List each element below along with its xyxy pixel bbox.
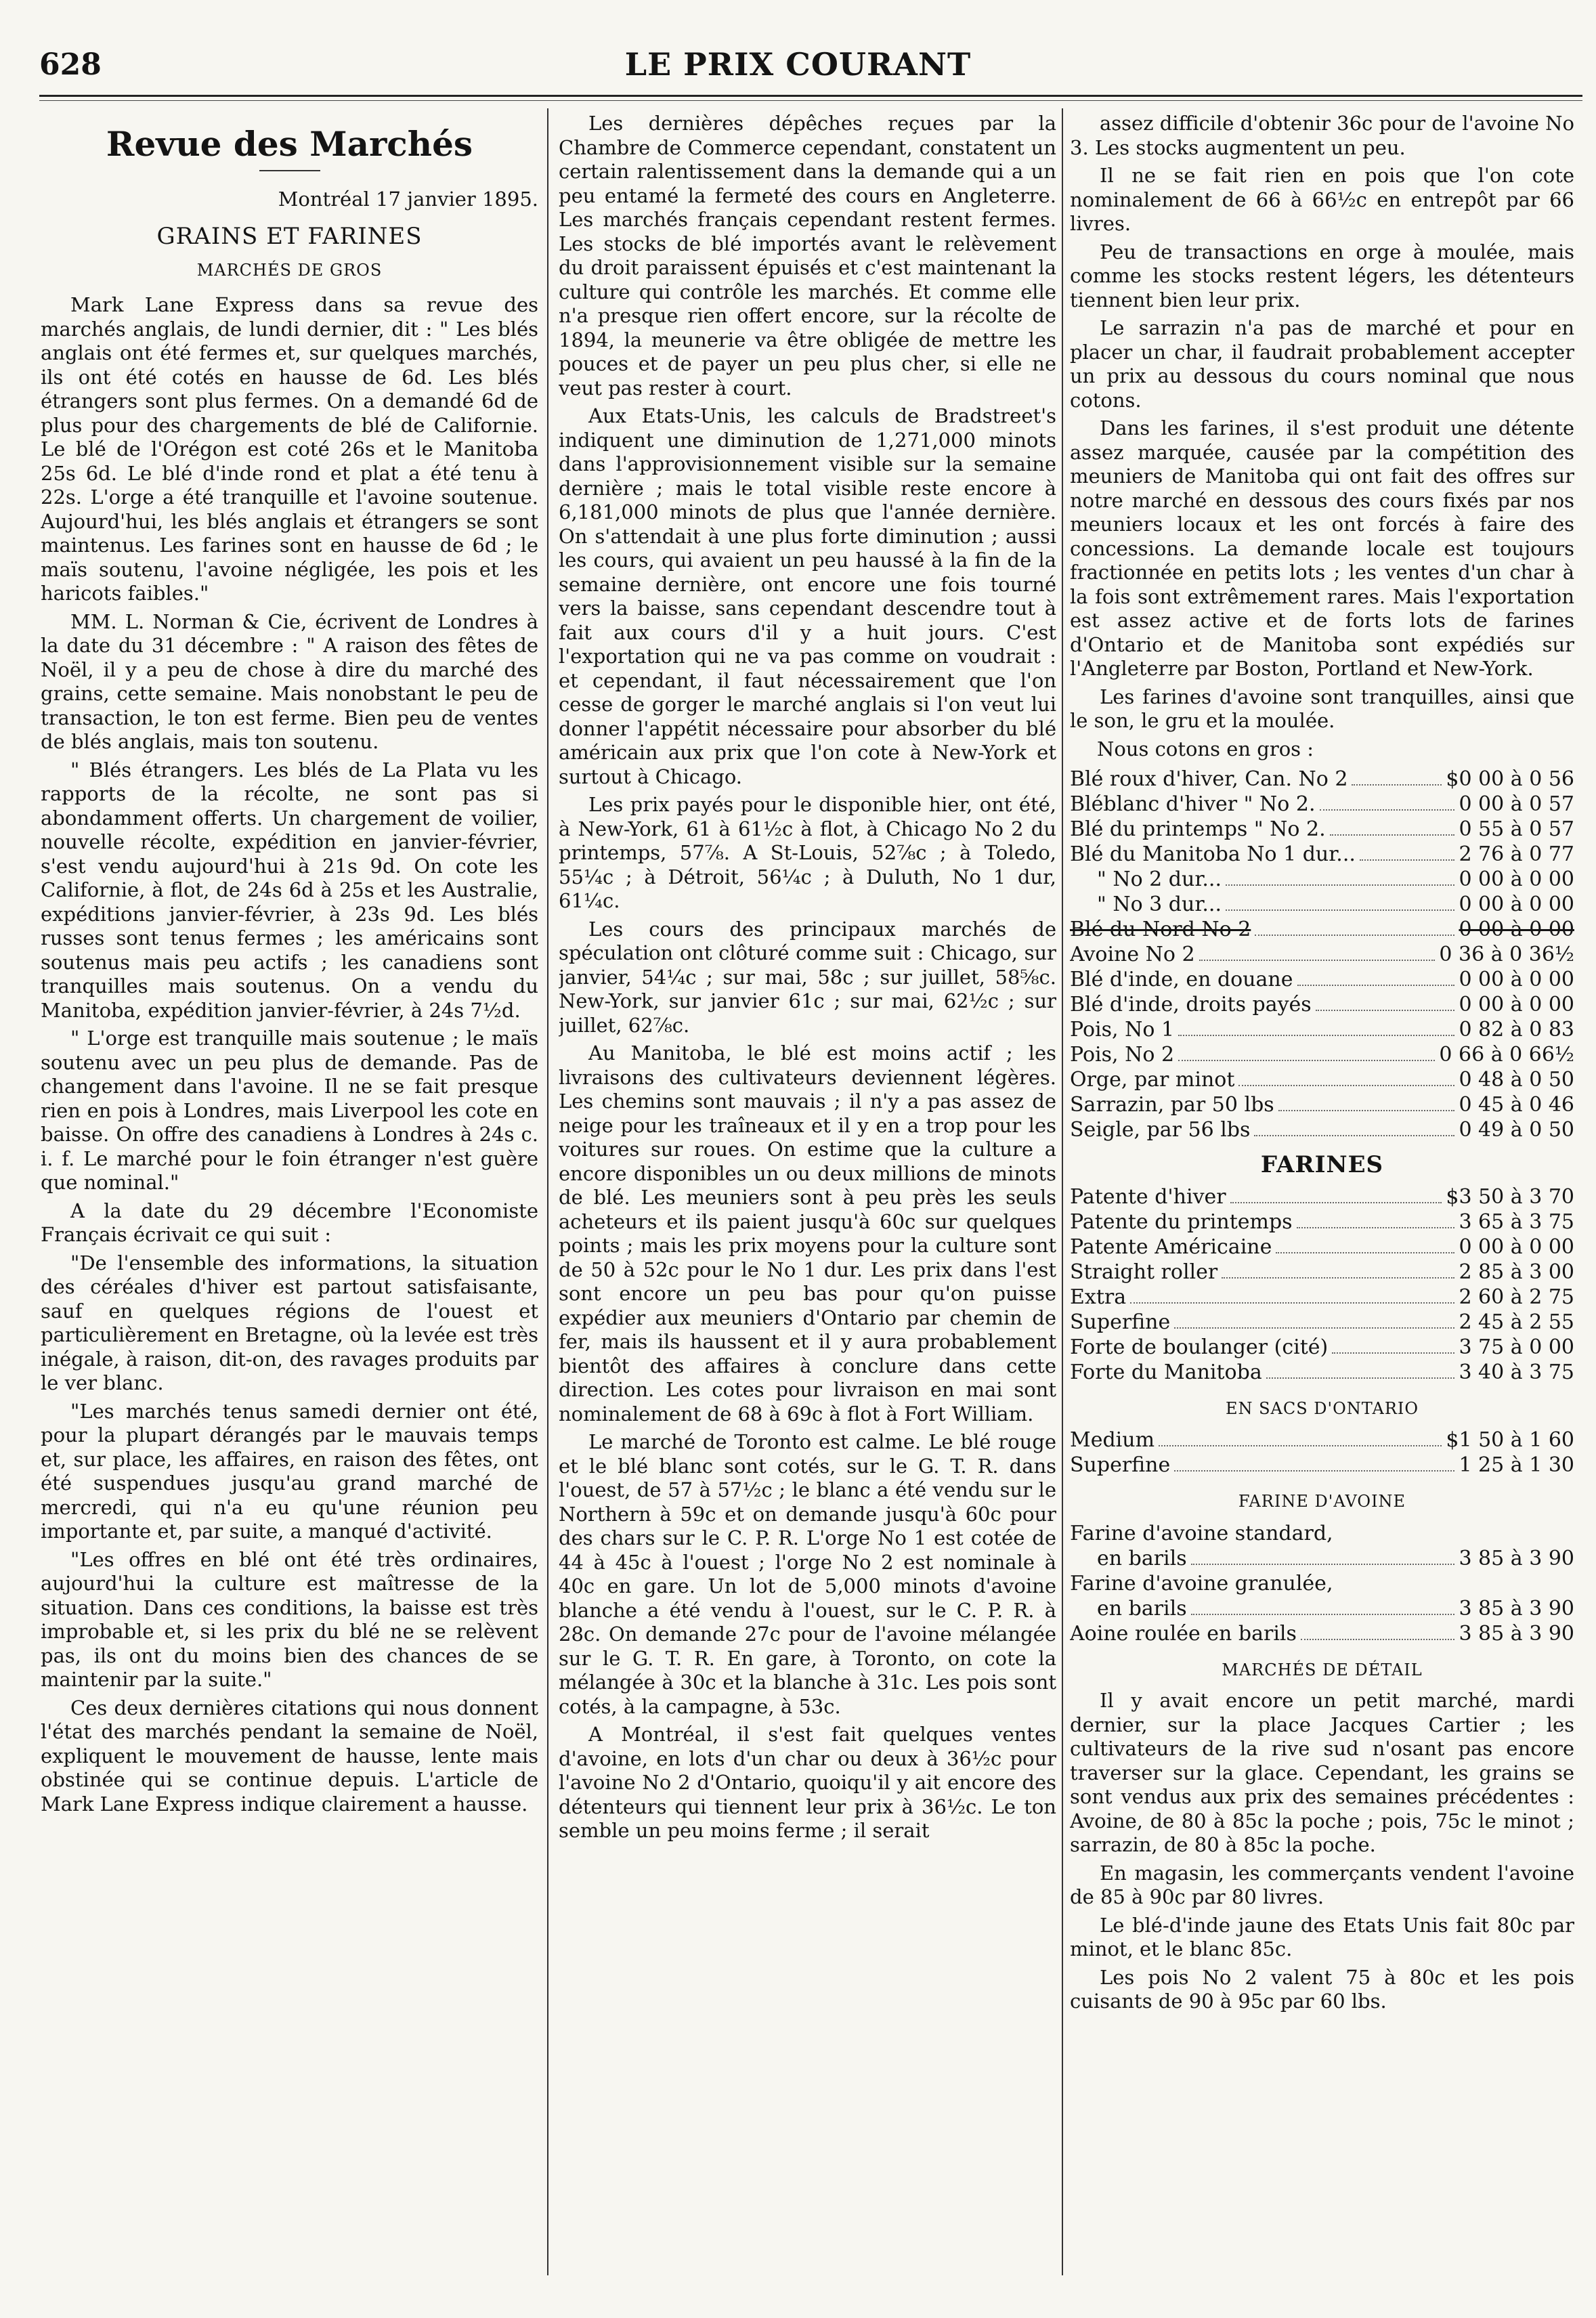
- subhead-marches-gros: MARCHÉS DE GROS: [196, 260, 383, 280]
- price-row: [1070, 1117, 1574, 1142]
- journal-title: LE PRIX COURANT: [624, 46, 972, 83]
- price-row: [1070, 767, 1574, 792]
- title-rule: [259, 170, 320, 171]
- subhead-grains: GRAINS ET FARINES: [156, 223, 423, 250]
- price-row: [1070, 1092, 1574, 1117]
- price-row: [1070, 1042, 1574, 1067]
- price-value: 0 45 à 0 46: [1459, 1093, 1574, 1117]
- price-label: Blé roux d'hiver, Can. No 2: [1070, 767, 1348, 791]
- price-row: [1070, 1596, 1574, 1621]
- leader-dots: [1332, 1352, 1454, 1354]
- price-value: 3 40 à 3 75: [1459, 1360, 1574, 1384]
- price-label: Superfine: [1070, 1453, 1171, 1477]
- paragraph: Au Manitoba, le blé est moins actif ; les livraisons des cultivateurs deviennent légères. Les chemins sont mauvais ; il n'y a pas assez de neige pour les traîneaux et il y en a trop pour les voitures sur roues. On estime que la culture a encore disponibles un ou deux millions de minots de blé. Les meuniers sont à peu près les seuls acheteurs et ils paient jusqu'à 60c sur quelques points ; mais les prix moyens pour la culture sont de 50 à 52c pour le No 1 dur. Les prix dans l'est sont encore un peu bas pour qu'on puisse expédier aux meuniers d'Ontario par chemin de fer, mais ils haussent et il y aura probablement bientôt des affaires à conclure dans cette direction. Les cotes pour livraison en mai sont nominalement de 68 à 69c à flot à Fort William.: [559, 1042, 1056, 1425]
- sacs-price-table: [1070, 1428, 1574, 1478]
- header-rule: [39, 95, 1582, 97]
- column-2: [559, 112, 1056, 2292]
- leader-dots: [1254, 1135, 1454, 1136]
- price-row: [1070, 917, 1574, 942]
- paragraph: Il y avait encore un petit marché, mardi dernier, sur la place Jacques Cartier ; les cultivateurs de la rive sud n'osant pas encore traverser sur la glace. Cependant, les grains se sont vendus aux prix des semaines précédentes : Avoine, de 80 à 85c la poche ; pois, 75c le minot ; sarrazin, de 80 à 85c la poche.: [1070, 1689, 1574, 1856]
- price-label: Medium: [1070, 1428, 1155, 1452]
- paragraph: A Montréal, il s'est fait quelques ventes d'avoine, en lots d'un char ou deux à 36½c pour l'avoine No 2 d'Ontario, quoiqu'il y ait encore des détenteurs qui tiennent leur prix à 36½c. Le ton semble un peu moins ferme ; il serait: [559, 1723, 1056, 1842]
- leader-dots: [1130, 1302, 1454, 1304]
- grain-price-table: [1070, 767, 1574, 1142]
- price-row: [1070, 892, 1574, 917]
- price-label: Patente Américaine: [1070, 1235, 1272, 1259]
- leader-dots: [1230, 1202, 1442, 1203]
- paragraph: Mark Lane Express dans sa revue des marchés anglais, de lundi dernier, dit : " Les blés anglais ont été fermes et, sur quelques marchés, ils ont été cotés en hausse de 6d. Les blés étrangers sont plus fermes. On a demandé 6d de plus pour des chargements de blé de Californie. Le blé de l'Orégon est coté 26s et le Manitoba 25s 6d. Le blé d'inde rond et plat a été tenu à 22s. L'orge a été tranquille et l'avoine soutenue. Aujourd'hui, les blés anglais et étrangers se sont maintenus. Les farines sont en hausse de 6d ; le maïs soutenu, l'avoine négligée, les pois et les haricots faibles.": [41, 293, 538, 605]
- price-row: [1070, 1067, 1574, 1092]
- page-number: 628: [39, 47, 102, 82]
- detail-title: MARCHÉS DE DÉTAIL: [1222, 1660, 1423, 1679]
- leader-dots: [1174, 1470, 1454, 1472]
- leader-dots: [1174, 1327, 1454, 1329]
- price-value: 0 00 à 0 00: [1459, 968, 1574, 991]
- paragraph: "Les marchés tenus samedi dernier ont été, pour la plupart dérangés par le mauvais temps et, sur place, les affaires, en raison des fêtes, ont été suspendues jusqu'au grand marché de mercredi, qui n'a eu qu'une réunion peu importante et, par suite, a manqué d'activité.: [41, 1399, 538, 1543]
- price-label: Sarrazin, par 50 lbs: [1070, 1093, 1274, 1117]
- paragraph: A la date du 29 décembre l'Economiste Français écrivait ce qui suit :: [41, 1199, 538, 1246]
- paragraph: Il ne se fait rien en pois que l'on cote nominalement de 66 à 66½c en entrepôt par 66 livres.: [1070, 164, 1574, 235]
- price-row: [1070, 1621, 1574, 1646]
- leader-dots: [1278, 1110, 1455, 1111]
- price-row: [1070, 1521, 1574, 1546]
- paragraph: Les dernières dépêches reçues par la Chambre de Commerce cependant, constatent un certain ralentissement dans la demande qui a un peu entamé la fermeté des cours en Angleterre. Les marchés français cependant restent fermes. Les stocks de blé importés avant le relèvement du droit paraissent épuisés et c'est maintenant la culture qui contrôle les marchés. Et comme elle n'a presque rien offert encore, sur la récolte de 1894, la meunerie va être obligée de mettre les pouces et de payer un peu plus cher, si elle ne veut pas rester à court.: [559, 112, 1056, 400]
- price-row: [1070, 1546, 1574, 1571]
- paragraph: Peu de transactions en orge à moulée, mais comme les stocks restent légers, les détenteurs tiennent bien leur prix.: [1070, 240, 1574, 312]
- price-label: Patente d'hiver: [1070, 1184, 1226, 1209]
- paragraph: Le marché de Toronto est calme. Le blé rouge et le blé blanc sont cotés, sur le G. T. R. dans l'ouest, de 57 à 57½c ; le blanc a été vendu sur le Northern à 59c et on demande jusqu'à 60c pour des chars sur le C. P. R. L'orge No 1 est cotée de 44 à 45c à l'ouest ; l'orge No 2 est nominale à 40c en gare. Un lot de 5,000 minots d'avoine blanche a été vendu à l'ouest, sur le C. P. R. à 28c. On demande 27c pour de l'avoine mélangée sur le G. T. R. En gare, à Toronto, on cote la mélangée à 30c et la blanche à 31c. Les pois sont cotés, à la campagne, à 53c.: [559, 1430, 1056, 1718]
- price-row: [1070, 1209, 1574, 1235]
- article-body: [41, 293, 538, 1816]
- paragraph: Ces deux dernières citations qui nous donnent l'état des marchés pendant la semaine de Noël, expliquent le mouvement de hausse, lente mais obstinée qui se continue depuis. L'article de Mark Lane Express indique clairement a hausse.: [41, 1696, 538, 1816]
- price-label: Aoine roulée en barils: [1070, 1621, 1297, 1646]
- price-label: Blé d'inde, droits payés: [1070, 993, 1312, 1016]
- price-value: $3 50 à 3 70: [1446, 1184, 1574, 1209]
- article-body: [559, 112, 1056, 1843]
- price-list-intro: Nous cotons en gros :: [1097, 737, 1314, 760]
- leader-dots: [1222, 1277, 1454, 1279]
- price-value: 3 85 à 3 90: [1459, 1596, 1574, 1621]
- column-1: [41, 112, 538, 2292]
- leader-dots: [1297, 1227, 1455, 1228]
- price-label: Farine d'avoine granulée,: [1070, 1571, 1333, 1595]
- price-row: [1070, 1360, 1574, 1385]
- paragraph: Le blé-d'inde jaune des Etats Unis fait 80c par minot, et le blanc 85c.: [1070, 1913, 1574, 1960]
- page-header: [0, 41, 1596, 88]
- paragraph: Les pois No 2 valent 75 à 80c et les pois cuisants de 90 à 95c par 60 lbs.: [1070, 1965, 1574, 2013]
- column-3: [1070, 112, 1574, 2292]
- price-label: en barils: [1097, 1546, 1187, 1570]
- price-row: [1070, 1335, 1574, 1360]
- paragraph: Le sarrazin n'a pas de marché et pour en placer un char, il faudrait probablement accepter un prix au dessous du cours nominal que nous cotons.: [1070, 316, 1574, 412]
- paragraph: Les farines d'avoine sont tranquilles, ainsi que le son, le gru et la moulée.: [1070, 685, 1574, 732]
- price-value: 0 55 à 0 57: [1459, 817, 1574, 841]
- price-value: 0 00 à 0 00: [1459, 918, 1574, 941]
- column-divider: [1062, 108, 1063, 2275]
- price-row: [1070, 1017, 1574, 1042]
- leader-dots: [1178, 1035, 1454, 1036]
- price-value: 0 00 à 0 00: [1459, 993, 1574, 1016]
- detail-body: [1070, 1689, 1574, 2014]
- paragraph: Aux Etats-Unis, les calculs de Bradstreet's indiquent une diminution de 1,271,000 minots dans l'approvisionnement visible sur la semaine dernière ; mais le total visible reste encore à 6,181,000 minots de plus que l'année dernière. On s'attendait à une plus forte diminution ; aussi les cours, qui avaient un peu haussé à la fin de la semaine dernière, ont encore une fois tourné vers la baisse, sans cependant descendre tout à fait aux cours d'il y a huit jours. C'est l'exportation qui ne va pas comme on voudrait : et cependant, il faut nécessairement que l'on cesse de gorger le marché anglais si l'on veut lui donner l'appétit nécessaire pour absorber du blé américain aux prix que l'on cote à New-York et surtout à Chicago.: [559, 404, 1056, 788]
- price-row: [1070, 1310, 1574, 1335]
- leader-dots: [1266, 1377, 1455, 1379]
- price-label: " No 2 dur...: [1097, 867, 1222, 891]
- leader-dots: [1352, 784, 1442, 786]
- price-label: Blé du Manitoba No 1 dur...: [1070, 842, 1356, 866]
- price-value: 0 00 à 0 00: [1459, 867, 1574, 891]
- price-row: [1070, 942, 1574, 967]
- price-value: 2 76 à 0 77: [1459, 842, 1574, 866]
- price-label: Superfine: [1070, 1310, 1171, 1334]
- paragraph: "Les offres en blé ont été très ordinaires, aujourd'hui la culture est maîtresse de la situation. Dans ces conditions, la baisse est très improbable et, si les prix du blé ne se relèvent pas, ils ont du moins bien des chances de se maintenir par la suite.": [41, 1547, 538, 1691]
- price-label: Extra: [1070, 1285, 1127, 1309]
- price-row: [1070, 1453, 1574, 1478]
- price-row: [1070, 1184, 1574, 1209]
- leader-dots: [1191, 1614, 1455, 1615]
- avoine-title: FARINE D'AVOINE: [1238, 1492, 1406, 1511]
- leader-dots: [1238, 1085, 1454, 1086]
- price-value: 0 00 à 0 57: [1459, 792, 1574, 816]
- price-row: [1070, 842, 1574, 867]
- paragraph: MM. L. Norman & Cie, écrivent de Londres à la date du 31 décembre : " A raison des fêtes de Noël, il y a peu de chose à dire du marché des grains, cette semaine. Mais nonobstant le peu de transaction, le ton est ferme. Bien peu de ventes de blés anglais, mais ton soutenu.: [41, 609, 538, 753]
- leader-dots: [1301, 1639, 1455, 1640]
- sacs-title: EN SACS D'ONTARIO: [1225, 1398, 1419, 1418]
- price-label: Forte du Manitoba: [1070, 1360, 1262, 1384]
- price-label: Orge, par minot: [1070, 1068, 1235, 1092]
- section-title: Revue des Marchés: [106, 124, 473, 164]
- price-row: [1070, 867, 1574, 892]
- price-row: [1070, 792, 1574, 817]
- leader-dots: [1178, 1060, 1435, 1061]
- paragraph: Les cours des principaux marchés de spéculation ont clôturé comme suit : Chicago, sur janvier, 54¼c ; sur mai, 58c ; sur juillet, 58⅝c. New-York, sur janvier 61c ; sur mai, 62½c ; sur juillet, 62⅞c.: [559, 917, 1056, 1037]
- price-label: en barils: [1097, 1596, 1187, 1621]
- price-row: [1070, 967, 1574, 992]
- price-value: $0 00 à 0 56: [1446, 767, 1574, 791]
- paragraph: Dans les farines, il s'est produit une détente assez marquée, causée par la compétition des meuniers de Manitoba qui ont fait des offres sur notre marché en dessous des cours fixés par nos meuniers locaux et les ont forcés à faire des concessions. La demande locale est toujours fractionnée en petits lots ; les ventes d'un char à la fois sont extrêmement rares. Mais l'exportation est assez active et de forts lots de farines d'Ontario et de Manitoba sont expédiés sur l'Angleterre par Boston, Portland et New-York.: [1070, 416, 1574, 680]
- flour-price-table: [1070, 1184, 1574, 1385]
- price-label: Pois, No 1: [1070, 1018, 1175, 1042]
- price-value: 0 49 à 0 50: [1459, 1118, 1574, 1142]
- leader-dots: [1226, 884, 1454, 886]
- price-label: Blé du printemps " No 2.: [1070, 817, 1326, 841]
- paragraph: " L'orge est tranquille mais soutenue ; le maïs soutenu avec un peu plus de demande. Pas de changement dans l'avoine. Il ne se fait presque rien en pois à Londres, mais Liverpool les cote en baisse. On offre des canadiens à Londres à 24s c. i. f. Le marché pour le foin étranger n'est guère que nominal.": [41, 1027, 538, 1194]
- price-value: 0 82 à 0 83: [1459, 1018, 1574, 1042]
- paragraph: En magasin, les commerçants vendent l'avoine de 85 à 90c par 80 livres.: [1070, 1861, 1574, 1908]
- leader-dots: [1199, 960, 1436, 961]
- price-value: 0 66 à 0 66½: [1439, 1043, 1574, 1067]
- leader-dots: [1255, 935, 1454, 936]
- price-label: " No 3 dur...: [1097, 893, 1222, 916]
- leader-dots: [1226, 909, 1454, 911]
- price-label: Bléblanc d'hiver " No 2.: [1070, 792, 1316, 816]
- leader-dots: [1191, 1564, 1455, 1565]
- price-row: [1070, 992, 1574, 1017]
- price-label: Forte de boulanger (cité): [1070, 1335, 1329, 1359]
- price-label: Farine d'avoine standard,: [1070, 1521, 1333, 1545]
- leader-dots: [1360, 859, 1455, 861]
- price-label: Seigle, par 56 lbs: [1070, 1118, 1251, 1142]
- price-value: 3 65 à 3 75: [1459, 1209, 1574, 1234]
- price-label: Patente du printemps: [1070, 1209, 1293, 1234]
- price-row: [1070, 1260, 1574, 1285]
- price-row: [1070, 1571, 1574, 1596]
- leader-dots: [1159, 1445, 1442, 1446]
- leader-dots: [1316, 1010, 1455, 1011]
- price-label: Straight roller: [1070, 1260, 1218, 1284]
- price-value: 0 48 à 0 50: [1459, 1068, 1574, 1092]
- price-label: Pois, No 2: [1070, 1043, 1175, 1067]
- price-row: [1070, 1428, 1574, 1453]
- price-row: [1070, 817, 1574, 842]
- price-value: 2 60 à 2 75: [1459, 1285, 1574, 1309]
- paragraph: "De l'ensemble des informations, la situation des céréales d'hiver est partout satisfaisante, sauf en quelques régions de l'ouest et particulièrement en Bretagne, où la levée est très inégale, à raison, dit-on, des ravages produits par le ver blanc.: [41, 1251, 538, 1394]
- leader-dots: [1297, 985, 1455, 986]
- price-value: 1 25 à 1 30: [1459, 1453, 1574, 1477]
- price-label: Avoine No 2: [1070, 943, 1195, 966]
- paragraph: " Blés étrangers. Les blés de La Plata vu les rapports de la récolte, ne sont pas si abondamment offerts. Un chargement de voilier, nouvelle récolte, expédition en janvier-février, s'est vendu aujourd'hui à 21s 9d. On cote les Californie, à flot, de 24s 6d à 25s et les Australie, expéditions janvier-février, à 23s 9d. Les blés russes sont tenus fermes ; les américains sont soutenus mais peu actifs ; les canadiens sont tranquilles mais soutenus. On a vendu du Manitoba, expédition janvier-février, à 24s 7½d.: [41, 758, 538, 1022]
- price-row: [1070, 1285, 1574, 1310]
- paragraph: assez difficile d'obtenir 36c pour de l'avoine No 3. Les stocks augmentent un peu.: [1070, 112, 1574, 159]
- price-value: 3 75 à 0 00: [1459, 1335, 1574, 1359]
- price-value: 3 85 à 3 90: [1459, 1621, 1574, 1646]
- price-value: 0 00 à 0 00: [1459, 1235, 1574, 1259]
- leader-dots: [1276, 1252, 1454, 1253]
- price-value: 3 85 à 3 90: [1459, 1546, 1574, 1570]
- price-value: 0 00 à 0 00: [1459, 893, 1574, 916]
- price-value: 2 85 à 3 00: [1459, 1260, 1574, 1284]
- header-rule-thin: [39, 100, 1582, 101]
- price-value: $1 50 à 1 60: [1446, 1428, 1574, 1452]
- price-value: 2 45 à 2 55: [1459, 1310, 1574, 1334]
- price-label: Blé d'inde, en douane: [1070, 968, 1293, 991]
- leader-dots: [1330, 834, 1455, 836]
- oatmeal-price-table: [1070, 1521, 1574, 1646]
- paragraph: Les prix payés pour le disponible hier, ont été, à New-York, 61 à 61½c à flot, à Chicago No 2 du printemps, 57⅞. A St-Louis, 52⅞c ; à Toledo, 55¼c ; à Détroit, 56¼c ; à Duluth, No 1 dur, 61¼c.: [559, 793, 1056, 912]
- price-label: Blé du Nord No 2: [1070, 918, 1251, 941]
- column-divider: [547, 108, 548, 2275]
- dateline: Montréal 17 janvier 1895.: [278, 187, 538, 211]
- price-value: 0 36 à 0 36½: [1439, 943, 1574, 966]
- farines-title: FARINES: [1260, 1151, 1384, 1178]
- leader-dots: [1320, 809, 1455, 811]
- price-row: [1070, 1235, 1574, 1260]
- article-body: [1070, 112, 1574, 733]
